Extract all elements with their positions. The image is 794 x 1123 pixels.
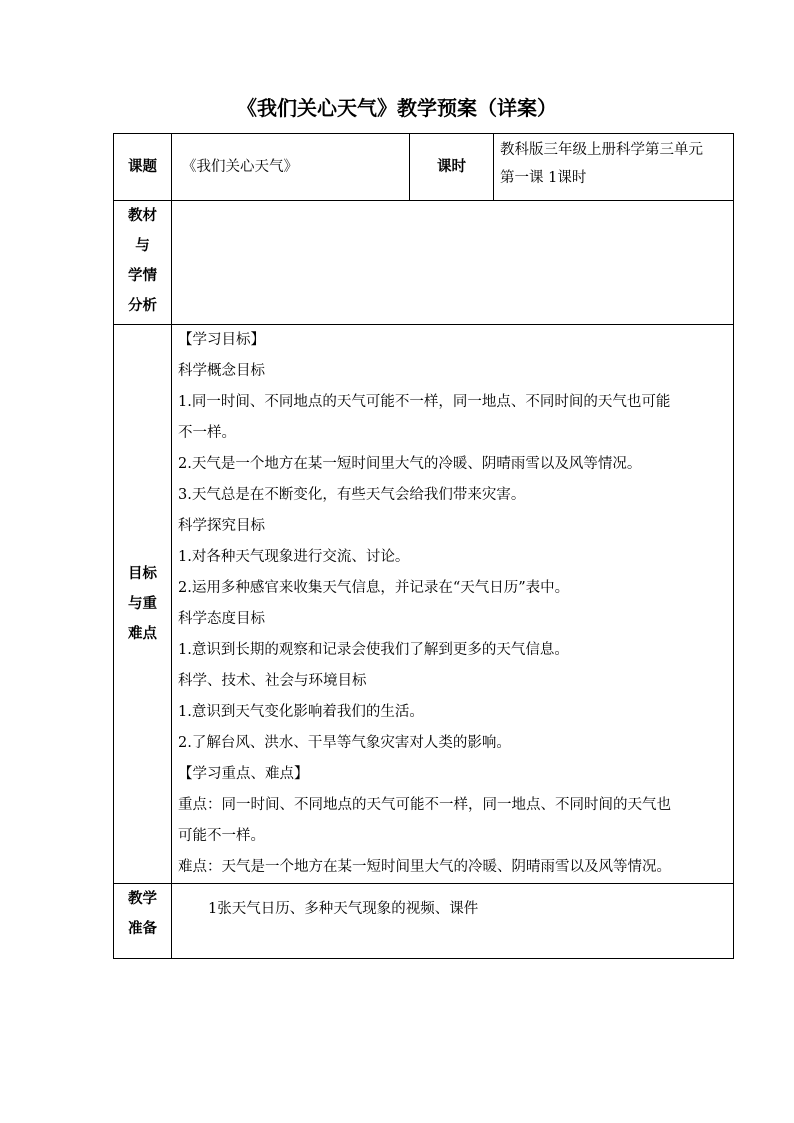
analysis-label <box>114 201 172 325</box>
goals-line: 1.意识到天气变化影响着我们的生活。 <box>178 704 424 720</box>
topic-label: 课题 <box>114 134 172 201</box>
period-value-line2: 第一课 1课时 <box>500 170 587 186</box>
analysis-content <box>172 201 734 325</box>
period-value <box>494 134 734 201</box>
goals-line: 科学、技术、社会与环境目标 <box>178 673 367 689</box>
goals-line: 科学概念目标 <box>178 363 265 379</box>
goals-label <box>114 325 172 884</box>
goals-line: 不一样。 <box>178 425 236 441</box>
goals-content <box>172 325 734 884</box>
goals-line: 2.天气是一个地方在某一短时间里大气的冷暖、阴晴雨雪以及风等情况。 <box>178 456 642 472</box>
goals-line: 科学态度目标 <box>178 611 265 627</box>
goals-line: 3.天气总是在不断变化，有些天气会给我们带来灾害。 <box>178 487 526 503</box>
analysis-label-line: 分析 <box>128 298 157 314</box>
goals-line: 科学探究目标 <box>178 518 265 534</box>
prep-row <box>114 884 734 959</box>
topic-value: 《我们关心天气》 <box>172 134 410 201</box>
prep-label <box>114 884 172 959</box>
analysis-label-line: 教材 <box>128 208 157 224</box>
goals-line: 1.对各种天气现象进行交流、讨论。 <box>178 549 410 565</box>
goals-label-line: 目标 <box>128 566 157 582</box>
goals-line: 【学习重点、难点】 <box>178 766 309 782</box>
prep-content: 1张天气日历、多种天气现象的视频、课件 <box>172 884 734 959</box>
period-value-line1: 教科版三年级上册科学第三单元 <box>500 142 703 158</box>
analysis-row <box>114 201 734 325</box>
analysis-label-line: 学情 <box>128 268 157 284</box>
goals-line: 重点：同一时间、不同地点的天气可能不一样，同一地点、不同时间的天气也 <box>178 797 671 813</box>
goals-label-line: 与重 <box>128 596 157 612</box>
goals-row <box>114 325 734 884</box>
goals-line: 可能不一样。 <box>178 828 265 844</box>
goals-line: 2.运用多种感官来收集天气信息，并记录在“天气日历”表中。 <box>178 580 570 596</box>
analysis-label-line: 与 <box>135 238 150 254</box>
header-row <box>114 134 734 201</box>
goals-line: 【学习目标】 <box>178 332 265 348</box>
lesson-plan-table <box>113 133 734 959</box>
goals-line: 难点：天气是一个地方在某一短时间里大气的冷暖、阴晴雨雪以及风等情况。 <box>178 859 671 875</box>
page-title: 《我们关心天气》教学预案（详案） <box>237 96 557 120</box>
goals-line: 1.意识到长期的观察和记录会使我们了解到更多的天气信息。 <box>178 642 569 658</box>
period-label: 课时 <box>410 134 494 201</box>
goals-line: 2.了解台风、洪水、干旱等气象灾害对人类的影响。 <box>178 735 511 751</box>
prep-label-line: 教学 <box>128 891 157 907</box>
goals-line: 1.同一时间、不同地点的天气可能不一样，同一地点、不同时间的天气也可能 <box>178 394 671 410</box>
goals-label-line: 难点 <box>128 626 157 642</box>
prep-label-line: 准备 <box>128 921 157 937</box>
